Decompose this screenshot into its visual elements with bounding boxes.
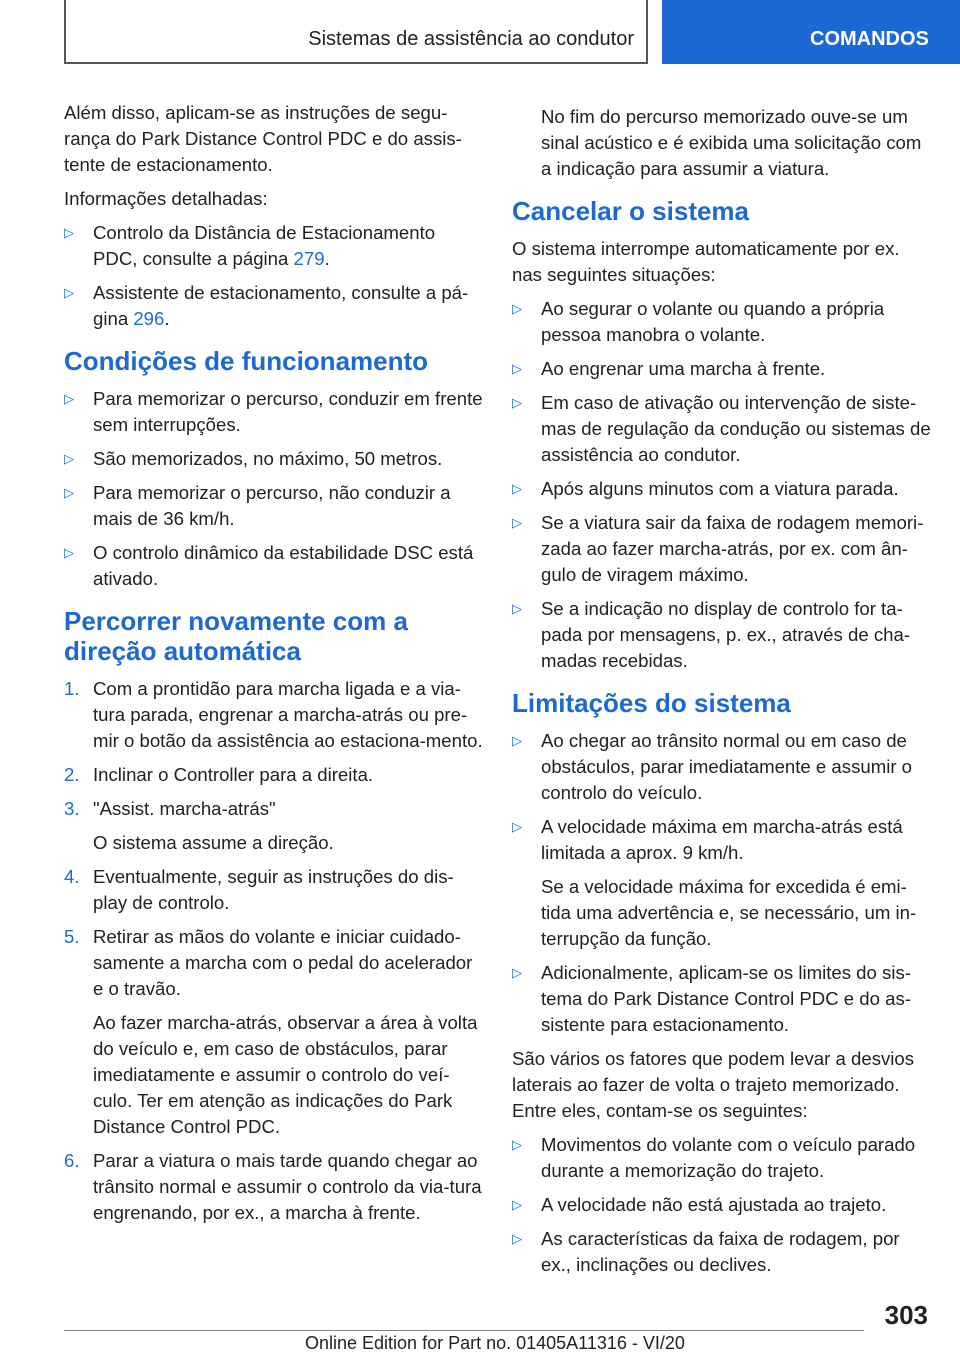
triangle-bullet-icon: ▷	[512, 1231, 522, 1246]
header-frame	[64, 0, 648, 64]
list-item-text: Controlo da Distância de Estacionamento PDC, consulte a página	[93, 222, 436, 269]
chapter-tab[interactable]: COMANDOS	[662, 0, 960, 64]
triangle-bullet-icon: ▷	[512, 301, 522, 316]
list-item	[64, 386, 484, 438]
list-item-text: São memorizados, no máximo, 50 metros.	[93, 448, 443, 469]
triangle-bullet-icon: ▷	[512, 481, 522, 496]
step-number: 4.	[64, 866, 80, 887]
triangle-bullet-icon: ▷	[64, 225, 74, 240]
step-number: 2.	[64, 764, 80, 785]
list-item-text: Em caso de ativação ou intervenção de siste-mas de regulação da condução ou sistemas de assistência ao condutor.	[541, 392, 931, 465]
step-text: Parar a viatura o mais tarde quando chegar ao trânsito normal e assumir o controlo da via-tura engrenando, por ex., a marcha à frente.	[93, 1150, 482, 1223]
list-item-text: A velocidade não está ajustada ao trajeto.	[541, 1194, 887, 1215]
list-item-note: Se a velocidade máxima for excedida é emi-tida uma advertência e, se necessário, um in-terrupção da função.	[541, 876, 917, 949]
details-label: Informações detalhadas:	[64, 188, 268, 209]
triangle-bullet-icon: ▷	[64, 391, 74, 406]
step-text: Retirar as mãos do volante e iniciar cuidado-samente a marcha com o pedal do acelerador e o travão.	[93, 926, 473, 999]
step-text: Eventualmente, seguir as instruções do dis-play de controlo.	[93, 866, 454, 913]
list-item	[512, 390, 932, 468]
step-text: Inclinar o Controller para a direita.	[93, 764, 374, 785]
step-item	[64, 924, 484, 1002]
list-item	[64, 446, 484, 472]
step-item	[64, 676, 484, 754]
list-item-text: Ao segurar o volante ou quando a própria pessoa manobra o volante.	[541, 298, 885, 345]
list-item-text: Adicionalmente, aplicam-se os limites do sis-tema do Park Distance Control PDC e do as-sistente para estacionamento.	[541, 962, 911, 1035]
list-item	[512, 356, 932, 382]
list-item-text: Se a viatura sair da faixa de rodagem memori-zada ao fazer marcha-atrás, por ex. com ân-gulo de viragem máximo.	[541, 512, 924, 585]
triangle-bullet-icon: ▷	[512, 1137, 522, 1152]
list-item-text: O controlo dinâmico da estabilidade DSC está ativado.	[93, 542, 474, 589]
list-item	[64, 280, 484, 332]
list-item	[512, 728, 932, 806]
list-item	[512, 296, 932, 348]
heading-auto-steering: Percorrer novamente com a direção automática	[64, 606, 408, 666]
step-text: "Assist. marcha-atrás"	[93, 798, 276, 819]
punctuation: .	[164, 308, 170, 329]
page-link[interactable]: 279	[293, 248, 325, 269]
list-item-text: Movimentos do volante com o veículo parado durante a memorização do trajeto.	[541, 1134, 916, 1181]
list-item-text: Ao engrenar uma marcha à frente.	[541, 358, 826, 379]
cancel-intro: O sistema interrompe automaticamente por ex. nas seguintes situações:	[512, 238, 900, 285]
step-note: Ao fazer marcha-atrás, observar a área à volta do veículo e, em caso de obstáculos, parar imediatamente e assumir o controlo do veí-culo. Ter em atenção as indicações do Park Distance Control PDC.	[93, 1012, 478, 1137]
factors-intro: São vários os fatores que podem levar a desvios laterais ao fazer de volta o trajeto memorizado. Entre eles, contam-se os seguintes:	[512, 1048, 915, 1121]
page-link[interactable]: 296	[133, 308, 165, 329]
footer-divider	[64, 1330, 864, 1331]
triangle-bullet-icon: ▷	[512, 395, 522, 410]
heading-conditions: Condições de funcionamento	[64, 346, 429, 376]
page-number: 303	[884, 1300, 928, 1330]
heading-cancel: Cancelar o sistema	[512, 196, 750, 226]
triangle-bullet-icon: ▷	[64, 485, 74, 500]
section-title: Sistemas de assistência ao condutor	[308, 28, 634, 50]
triangle-bullet-icon: ▷	[512, 515, 522, 530]
list-item	[512, 1226, 932, 1278]
left-column	[64, 100, 484, 1234]
triangle-bullet-icon: ▷	[512, 733, 522, 748]
list-item	[64, 220, 484, 272]
list-item	[64, 480, 484, 532]
step-item	[64, 1148, 484, 1226]
step-note: O sistema assume a direção.	[93, 832, 334, 853]
list-item	[64, 540, 484, 592]
step-number: 5.	[64, 926, 80, 947]
triangle-bullet-icon: ▷	[512, 601, 522, 616]
list-item-text: As características da faixa de rodagem, por ex., inclinações ou declives.	[541, 1228, 900, 1275]
list-item-text: Se a indicação no display de controlo for ta-pada por mensagens, p. ex., através de cha-madas recebidas.	[541, 598, 910, 671]
triangle-bullet-icon: ▷	[512, 819, 522, 834]
step-item	[64, 796, 484, 822]
step-text: Com a prontidão para marcha ligada e a via-tura parada, engrenar a marcha-atrás ou pre-mir o botão da assistência ao estaciona-mento.	[93, 678, 483, 751]
intro-paragraph: No fim do percurso memorizado ouve-se um sinal acústico e é exibida uma solicitação com a indicação para assumir a viatura.	[541, 106, 922, 179]
triangle-bullet-icon: ▷	[512, 361, 522, 376]
step-number: 3.	[64, 798, 80, 819]
heading-limits: Limitações do sistema	[512, 688, 791, 718]
list-item	[512, 476, 932, 502]
list-item	[512, 814, 932, 866]
triangle-bullet-icon: ▷	[512, 965, 522, 980]
triangle-bullet-icon: ▷	[64, 545, 74, 560]
list-item	[512, 960, 932, 1038]
intro-paragraph: Além disso, aplicam-se as instruções de segu-rança do Park Distance Control PDC e do assis-tente de estacionamento.	[64, 102, 462, 175]
list-item	[512, 510, 932, 588]
list-item-text: Para memorizar o percurso, conduzir em frente sem interrupções.	[93, 388, 483, 435]
list-item	[512, 1192, 932, 1218]
right-column	[512, 104, 932, 1286]
step-number: 1.	[64, 678, 80, 699]
triangle-bullet-icon: ▷	[64, 285, 74, 300]
triangle-bullet-icon: ▷	[512, 1197, 522, 1212]
step-item	[64, 864, 484, 916]
list-item-text: Assistente de estacionamento, consulte a pá-gina	[93, 282, 469, 329]
list-item	[512, 1132, 932, 1184]
list-item-text: Para memorizar o percurso, não conduzir a mais de 36 km/h.	[93, 482, 451, 529]
step-number: 6.	[64, 1150, 80, 1171]
list-item-text: Ao chegar ao trânsito normal ou em caso de obstáculos, parar imediatamente e assumir o controlo do veículo.	[541, 730, 913, 803]
edition-footer: Online Edition for Part no. 01405A11316 - VI/20	[305, 1333, 685, 1353]
list-item	[512, 596, 932, 674]
triangle-bullet-icon: ▷	[64, 451, 74, 466]
list-item-text: Após alguns minutos com a viatura parada.	[541, 478, 899, 499]
step-item	[64, 762, 484, 788]
punctuation: .	[324, 248, 330, 269]
list-item-text: A velocidade máxima em marcha-atrás está limitada a aprox. 9 km/h.	[541, 816, 903, 863]
